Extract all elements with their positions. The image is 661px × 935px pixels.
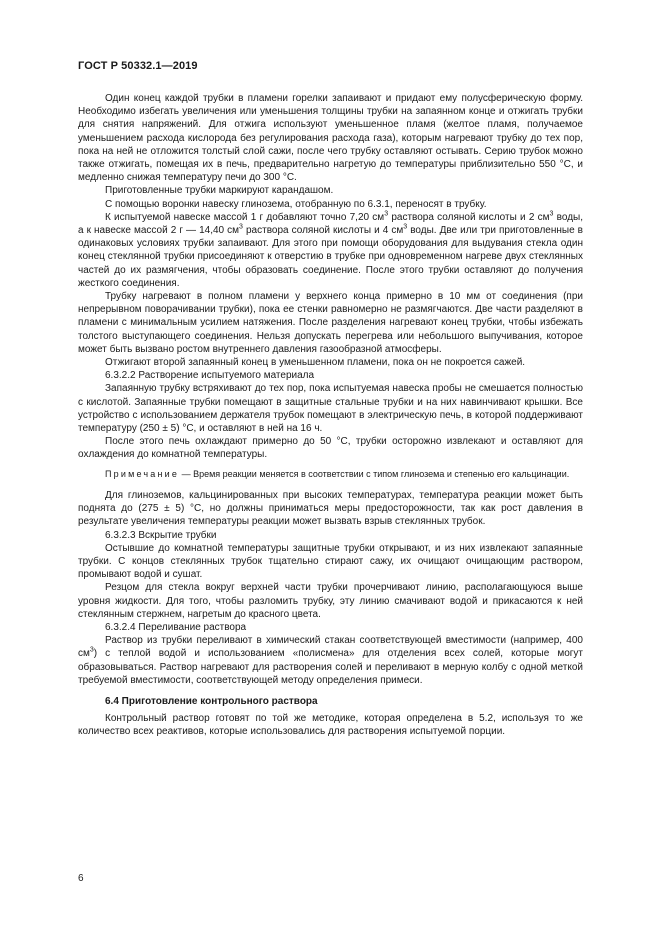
- section-heading-6-3-2-2: 6.3.2.2 Растворение испытуемого материала: [105, 370, 315, 382]
- page-number: 6: [78, 873, 84, 884]
- paragraph: Остывшие до комнатной температуры защитные трубки открывают, и из них извлекают запаянные трубки. С концов стеклянных трубок тщательно стирают сажу, их очищают очищающим раствором, промывают водой и сушат.: [78, 542, 583, 581]
- paragraph: Резцом для стекла вокруг верхней части трубки прочерчивают линию, располагающуюся выше уровня жидкости. Для того, чтобы разломить трубку, эту линию смачивают водой и прикасаются к ней стеклянным стержнем, нагретым до красного цвета.: [78, 582, 583, 620]
- superscript: 3: [239, 223, 243, 231]
- paragraph: Для глиноземов, кальцинированных при высоких температурах, температура реакции может быть поднята до (275 ± 5) °С, но должны приниматься меры предосторожности, так как рост давления в результате увеличения температуры реакции может вызвать взрыв стеклянных трубок.: [78, 489, 583, 528]
- paragraph: Один конец каждой трубки в пламени горелки запаивают и придают ему полусферическую форму. Необходимо избегать увеличения или уменьшения толщины трубки на запаянном конце и отжигать трубки для снятия напряжений. Для отжига используют уменьшенное пламя (желтое пламя, получаемое уменьшением расхода кислорода без регулирования расхода газа), которым нагревают трубку до тех пор, пока на ней не отложится толстый слой сажи, после чего трубку оставляют остывать. Серию трубок можно также отжигать, помещая их в печь, предварительно нагретую до температуры приблизительно 550 °С, и медленно снижая температуру печи до 300 °С.: [78, 93, 583, 184]
- text-run: раствора соляной кислоты и 2 см: [388, 211, 550, 223]
- paragraph: [78, 634, 583, 687]
- paragraph: С помощью воронки навеску глинозема, отобранную по 6.3.1, переносят в трубку.: [105, 198, 487, 210]
- section-heading-6-3-2-4: 6.3.2.4 Переливание раствора: [105, 621, 247, 633]
- text-run: воды. Две или три приготовленные в одинаковых условиях трубки запаивают. Для этого при помощи оборудования для выдувания стекла один конец стеклянной трубки присоединяют к отверстию в трубке при одновременном нагреве двух стеклянных частей до их размягчения, чтобы образовать соединение. После этого трубки оставляют до получения жесткого соединения.: [78, 225, 583, 289]
- note-label: Примечание: [105, 468, 180, 479]
- paragraph: После этого печь охлаждают примерно до 50 °С, трубки осторожно извлекают и оставляют для охлаждения до комнатной температуры.: [78, 436, 583, 461]
- paragraph: Трубку нагревают в полном пламени у верхнего конца примерно в 10 мм от соединения (при непрерывном поворачивании трубки), пока ее стенки равномерно не размягчаются. Две части разделяют в пламени с минимальным усилием натяжения. После разделения нагревают конец трубки, чтобы избежать толстого выступающего соединения. Нельзя допускать перегрева или небольшого выпучивания, которое может быть вызвано ростом внутреннего давления газообразной атмосферы.: [78, 291, 583, 355]
- paragraph: Отжигают второй запаянный конец в уменьшенном пламени, пока он не покроется сажей.: [105, 357, 526, 369]
- text-run: ) с теплой водой и использованием «полисмена» для отделения всех солей, которые могут образовываться. Раствор нагревают для растворения солей и переливают в мерную колбу с одной меткой требуемой вместимости, соответствующей методу определения примеси.: [78, 648, 583, 686]
- paragraph: [78, 211, 583, 290]
- document-body: [78, 92, 583, 739]
- section-heading-6-4: 6.4 Приготовление контрольного раствора: [105, 695, 318, 707]
- paragraph: Запаянную трубку встряхивают до тех пор, пока испытуемая навеска пробы не смешается полностью с кислотой. Запаянные трубки помещают в защитные стальные трубки и на них навинчивают крышки. Все устройство с использованием держателя трубок помещают в электрическую печь, в которой поддерживают температуру (250 ± 5) °С, и оставляют в ней на 16 ч.: [78, 383, 583, 435]
- text-run: К испытуемой навеске массой 1 г добавляют точно 7,20 см: [105, 211, 385, 223]
- text-run: Раствор из трубки переливают в химический стакан соответствующей вместимости (например, 400 см: [78, 635, 583, 660]
- section-heading-6-3-2-3: 6.3.2.3 Вскрытие трубки: [105, 529, 217, 541]
- superscript: 3: [384, 210, 389, 218]
- superscript: 3: [403, 223, 408, 231]
- paragraph: Приготовленные трубки маркируют карандашом.: [105, 185, 334, 197]
- superscript: 3: [89, 647, 94, 654]
- text-run: раствора соляной кислоты и 4 см: [242, 225, 404, 237]
- text-run: воды, а к навеске массой 2 г — 14,40 см: [78, 211, 583, 237]
- paragraph: Контрольный раствор готовят по той же методике, которая определена в 5.2, используя то же количество всех реактивов, которые использовались для растворения испытуемой порции.: [78, 713, 583, 738]
- document-header: ГОСТ Р 50332.1—2019: [78, 60, 198, 72]
- note: [78, 468, 583, 481]
- note-text: — Время реакции меняется в соответствии с типом глинозема и степенью его кальцинации.: [179, 468, 570, 479]
- superscript: 3: [549, 210, 554, 218]
